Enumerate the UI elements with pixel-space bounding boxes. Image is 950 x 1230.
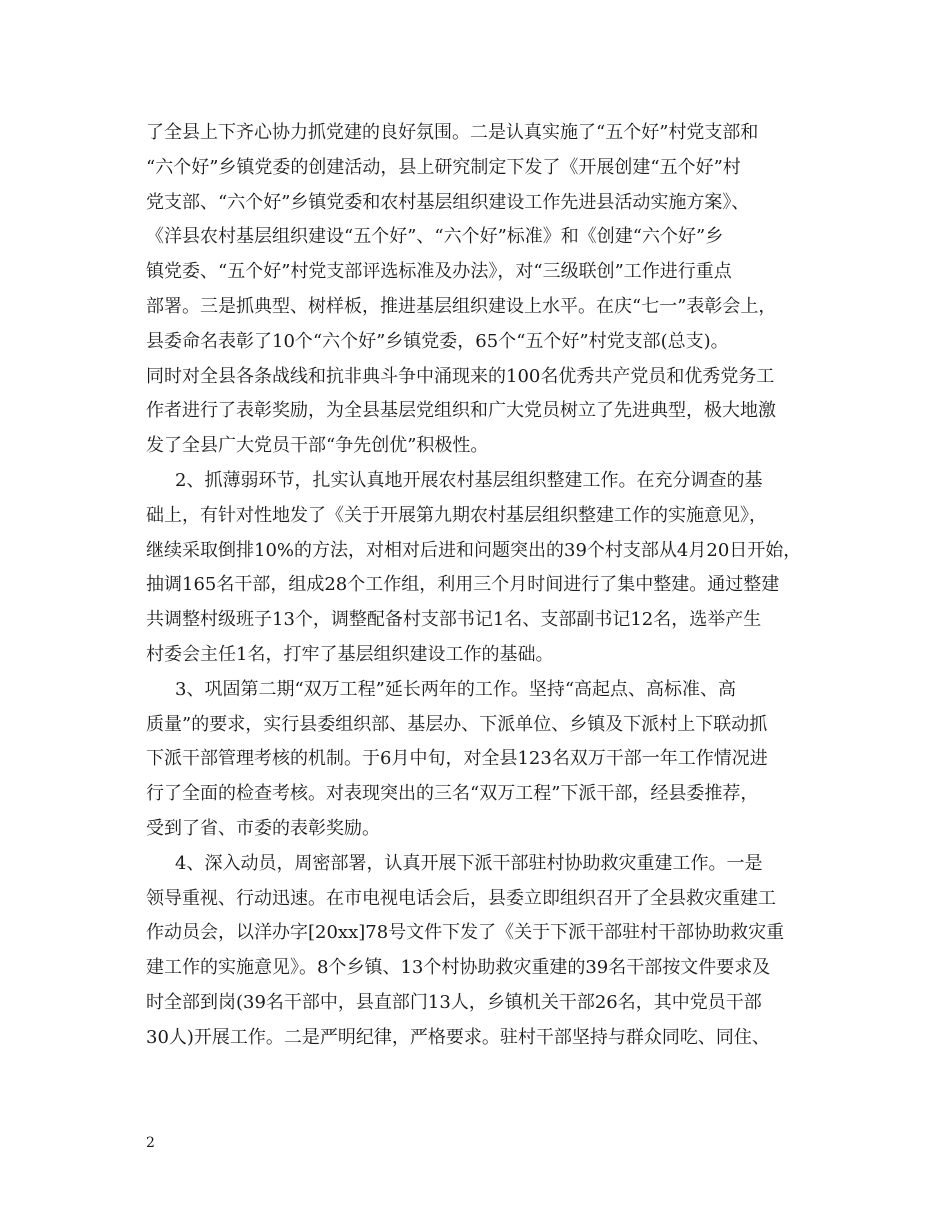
text-line: 镇党委、“五个好”村党支部评选标准及办法》，对“三级联创”工作进行重点	[146, 261, 732, 283]
text-line: 质量”的要求，实行县委组织部、基层办、下派单位、乡镇及下派村上下联动抓	[146, 713, 768, 735]
text-line: “六个好”乡镇党委的创建活动，县上研究制定下发了《开展创建“五个好”村	[146, 156, 741, 178]
text-line: 共调整村级班子13个，调整配备村支部书记1名、支部副书记12名，选举产生	[146, 609, 762, 631]
text-line: 县委命名表彰了10个“六个好”乡镇党委，65个“五个好”村党支部(总支)。	[146, 330, 729, 352]
text-line: 础上，有针对性地发了《关于开展第九期农村基层组织整建工作的实施意见》，	[146, 504, 767, 526]
text-line: 建工作的实施意见》。8个乡镇、13个村协助救灾重建的39名干部按文件要求及	[146, 957, 771, 979]
paragraph-start-line: 3、巩固第二期“双万工程”延长两年的工作。坚持“高起点、高标准、高	[175, 678, 737, 700]
text-line: 部署。三是抓典型、树样板，推进基层组织建设上水平。在庆“七一”表彰会上，	[146, 295, 777, 317]
text-line: 党支部、“六个好”乡镇党委和农村基层组织建设工作先进县活动实施方案》、	[146, 191, 750, 213]
text-line: 时全部到岗(39名干部中，县直部门13人，乡镇机关干部26名，其中党员干部	[146, 991, 762, 1013]
paragraph-start-line: 4、深入动员，周密部署，认真开展下派干部驻村协助救灾重建工作。一是	[175, 852, 763, 874]
paragraph-start-line: 2、抓薄弱环节，扎实认真地开展农村基层组织整建工作。在充分调查的基	[175, 469, 763, 491]
text-line: 作者进行了表彰奖励，为全县基层党组织和广大党员树立了先进典型，极大地激	[146, 400, 776, 422]
text-line: 下派干部管理考核的机制。于6月中旬，对全县123名双万干部一年工作情况进	[146, 748, 768, 770]
text-line: 30人)开展工作。二是严明纪律，严格要求。驻村干部坚持与群众同吃、同住、	[146, 1026, 770, 1048]
text-line: 村委会主任1名，打牢了基层组织建设工作的基础。	[146, 643, 554, 665]
text-line: 了全县上下齐心协力抓党建的良好氛围。二是认真实施了“五个好”村党支部和	[146, 122, 759, 143]
text-line: 同时对全县各条战线和抗非典斗争中涌现来的100名优秀共产党员和优秀党务工	[146, 365, 775, 387]
text-line: 抽调165名干部，组成28个工作组，利用三个月时间进行了集中整建。通过整建	[146, 574, 780, 596]
text-line: 发了全县广大党员干部“争先创优”积极性。	[146, 435, 489, 457]
text-line: 《洋县农村基层组织建设“五个好”、“六个好”标准》和《创建“六个好”乡	[146, 226, 724, 248]
body-text	[146, 116, 846, 1056]
page-number: 2	[146, 1135, 155, 1151]
text-line: 受到了省、市委的表彰奖励。	[146, 817, 380, 839]
text-line: 继续采取倒排10%的方法，对相对后进和问题突出的39个村支部从4月20日开始，	[146, 539, 802, 561]
text-line: 领导重视、行动迅速。在市电视电话会后，县委立即组织召开了全县救灾重建工	[146, 887, 776, 909]
text-line: 作动员会，以洋办字[20xx]78号文件下发了《关于下派干部驻村干部协助救灾重	[146, 922, 785, 944]
text-line: 行了全面的检查考核。对表现突出的三名“双万工程”下派干部，经县委推荐，	[146, 783, 759, 805]
